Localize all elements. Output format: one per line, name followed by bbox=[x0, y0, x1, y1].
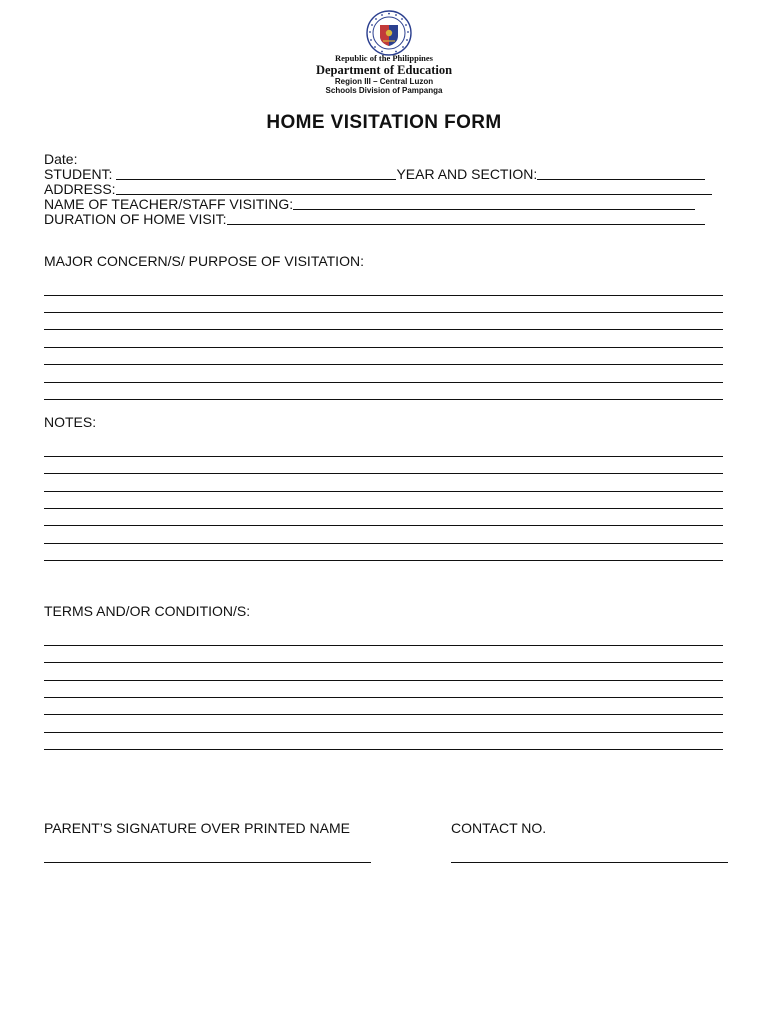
student-label: STUDENT: bbox=[44, 166, 113, 182]
notes-line-6[interactable] bbox=[44, 543, 723, 544]
date-field[interactable] bbox=[44, 150, 77, 166]
concerns-line-2[interactable] bbox=[44, 312, 723, 313]
terms-line-2[interactable] bbox=[44, 662, 723, 663]
notes-line-2[interactable] bbox=[44, 473, 723, 474]
division-heading: Schools Division of Pampanga bbox=[325, 86, 443, 95]
republic-heading: Republic of the Philippines bbox=[334, 53, 433, 63]
notes-line-3[interactable] bbox=[44, 491, 723, 492]
teacher-row bbox=[44, 195, 695, 211]
concerns-line-3[interactable] bbox=[44, 329, 723, 330]
duration-blank[interactable] bbox=[227, 224, 705, 225]
notes-line-5[interactable] bbox=[44, 525, 723, 526]
terms-line-1[interactable] bbox=[44, 645, 723, 646]
notes-label: NOTES: bbox=[44, 414, 97, 430]
student-row bbox=[44, 165, 705, 181]
concerns-line-5[interactable] bbox=[44, 364, 723, 365]
department-heading: Department of Education bbox=[315, 63, 453, 77]
terms-line-6[interactable] bbox=[44, 732, 723, 733]
year-section-label: YEAR AND SECTION: bbox=[396, 166, 538, 182]
concerns-line-1[interactable] bbox=[44, 295, 723, 296]
address-label: ADDRESS: bbox=[44, 181, 116, 197]
duration-label: DURATION OF HOME VISIT: bbox=[44, 211, 227, 227]
terms-line-4[interactable] bbox=[44, 697, 723, 698]
terms-label: TERMS AND/OR CONDITION/S: bbox=[44, 603, 251, 619]
parent-signature-label: PARENT’S SIGNATURE OVER PRINTED NAME bbox=[44, 820, 350, 836]
terms-line-3[interactable] bbox=[44, 680, 723, 681]
concerns-line-4[interactable] bbox=[44, 347, 723, 348]
deped-seal-logo bbox=[366, 10, 412, 56]
terms-line-5[interactable] bbox=[44, 714, 723, 715]
form-title: HOME VISITATION FORM bbox=[266, 112, 502, 133]
duration-row bbox=[44, 210, 705, 226]
concerns-line-6[interactable] bbox=[44, 382, 723, 383]
notes-line-4[interactable] bbox=[44, 508, 723, 509]
notes-line-1[interactable] bbox=[44, 456, 723, 457]
date-label: Date: bbox=[44, 151, 78, 167]
contact-number-line[interactable] bbox=[451, 862, 728, 863]
concerns-label: MAJOR CONCERN/S/ PURPOSE OF VISITATION: bbox=[44, 253, 364, 269]
contact-number-label: CONTACT NO. bbox=[451, 820, 547, 836]
concerns-line-7[interactable] bbox=[44, 399, 723, 400]
address-row bbox=[44, 180, 712, 196]
teacher-label: NAME OF TEACHER/STAFF VISITING: bbox=[44, 196, 294, 212]
region-heading: Region III – Central Luzon bbox=[334, 77, 434, 86]
terms-line-7[interactable] bbox=[44, 749, 723, 750]
notes-line-7[interactable] bbox=[44, 560, 723, 561]
parent-signature-line[interactable] bbox=[44, 862, 371, 863]
